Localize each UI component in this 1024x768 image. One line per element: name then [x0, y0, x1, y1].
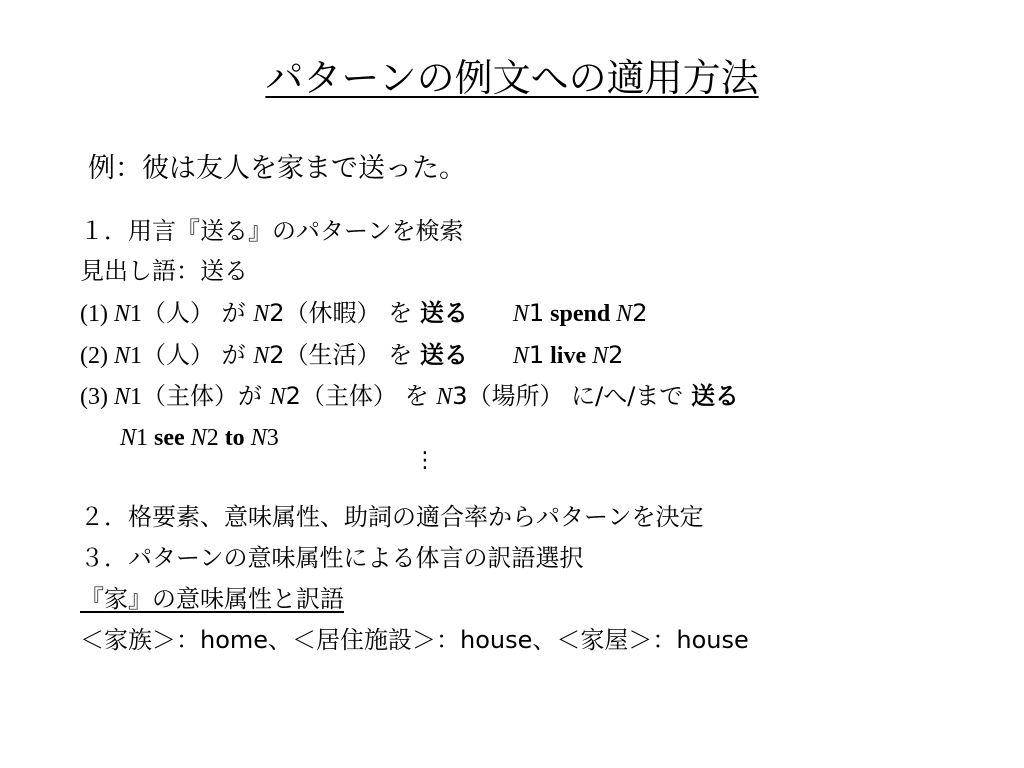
translation-candidates: ＜家族＞：home、＜居住施設＞：house、＜家屋＞：house — [80, 626, 749, 654]
english-noun-index: 2 — [608, 341, 624, 369]
english-noun-variable: N — [592, 343, 609, 369]
pattern-3-english — [120, 420, 279, 455]
english-noun-index: 1 — [528, 299, 545, 327]
english-noun-index: 3 — [266, 425, 279, 451]
english-noun-index: 2 — [206, 425, 219, 451]
pattern-1 — [80, 296, 647, 331]
noun-variable: N — [113, 384, 130, 410]
vertical-ellipsis: ⋮ — [414, 448, 436, 473]
verb-label: 送る — [419, 299, 468, 327]
noun-index: 3 — [452, 382, 468, 410]
english-verb: see — [148, 425, 191, 451]
pattern-2 — [80, 338, 623, 373]
case-argument: （人） が — [142, 299, 254, 327]
noun-index: 2 — [269, 341, 285, 369]
noun-index: 1 — [130, 384, 142, 410]
case-argument: （休暇） を — [284, 299, 420, 327]
pattern-number: (2) — [80, 343, 114, 369]
noun-variable: N — [113, 343, 130, 369]
english-noun-variable: N — [120, 425, 137, 451]
case-argument: （場所） に/へ/まで — [467, 382, 691, 410]
noun-index: 1 — [130, 343, 142, 369]
case-argument: （主体） を — [300, 382, 437, 410]
step-2-pattern-decision: ２．格要素、意味属性、助詞の適合率からパターンを決定 — [80, 503, 704, 531]
headword-line: 見出し語：送る — [80, 257, 248, 285]
noun-variable: N — [269, 384, 286, 410]
english-noun-index: 1 — [136, 425, 149, 451]
noun-variable: N — [436, 384, 453, 410]
english-noun-variable: N — [190, 425, 207, 451]
step-3-translation-selection: ３．パターンの意味属性による体言の訳語選択 — [80, 544, 584, 572]
noun-variable: N — [253, 301, 270, 327]
english-noun-variable: N — [250, 425, 267, 451]
noun-index: 1 — [130, 301, 142, 327]
english-noun-variable: N — [512, 343, 529, 369]
noun-variable: N — [253, 343, 270, 369]
english-noun-variable: N — [616, 301, 633, 327]
example-sentence: 例：彼は友人を家まで送った。 — [88, 153, 466, 184]
case-argument: （生活） を — [284, 341, 420, 369]
slide-title-text: パターンの例文への適用方法 — [265, 56, 759, 100]
noun-index: 2 — [285, 382, 301, 410]
english-noun-variable: N — [512, 301, 529, 327]
english-preposition: to — [218, 425, 251, 451]
pattern-3 — [80, 379, 739, 414]
pattern-number: (1) — [80, 301, 114, 327]
slide-title — [0, 55, 1024, 101]
english-noun-index: 2 — [632, 299, 648, 327]
english-verb: spend — [544, 301, 617, 327]
verb-label: 送る — [419, 341, 468, 369]
case-argument: （人） が — [142, 341, 254, 369]
noun-attributes-heading: 『家』の意味属性と訳語 — [80, 585, 344, 613]
verb-label: 送る — [690, 382, 739, 410]
english-noun-index: 1 — [528, 341, 545, 369]
case-argument: （主体）が — [142, 382, 270, 410]
pattern-number: (3) — [80, 384, 114, 410]
english-verb: live — [544, 343, 593, 369]
noun-index: 2 — [269, 299, 285, 327]
step-1-search: １．用言『送る』のパターンを検索 — [80, 217, 464, 245]
noun-variable: N — [113, 301, 130, 327]
